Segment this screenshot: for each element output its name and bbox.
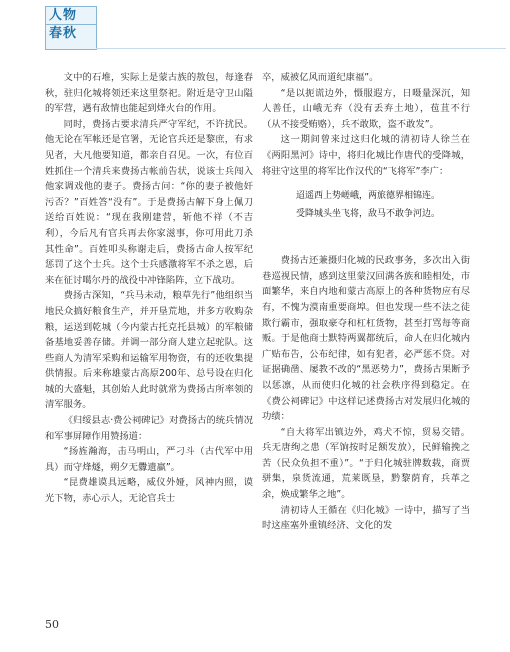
paragraph: “自大将军出镇边外，鸡犬不惊，贸易交错。兵无唐绚之患（军饷按时足额发放），民鲜输挽之苦（民众负担不重）”。“于归化城驻牌数载，商贾骈集，泉货流通，荒莱既垦，黔黎荫育，兵革之余，焕成繁华之地”。 (262, 426, 470, 501)
right-column (262, 70, 470, 534)
paragraph: 这一期间曾来过这归化城的清初诗人徐兰在《两阳黑河》诗中，将归化城比作唐代的受降城，将驻守这里的将军比作汉代的“飞将军”李广： (262, 134, 470, 177)
section-header-line1: 人物 (49, 8, 78, 23)
paragraph: 费扬古深知，“兵马未动，粮草先行”他组织当地民众搞好粮食生产，并开垦荒地，并多方收购杂粮，运送到乾城（今内蒙古托克托县城）的军粮储备基地妥善存储。并调一部分商人建立起驼队。这些商人为清军采购和运输军用物资，有的还收集提供情报。后来称雄蒙古高原200年、总号设在归化城的大盛魁，其创始人此时就常为费扬古所率领的清军服务。 (45, 290, 253, 411)
poem-line: 受降城头坐飞将，敌马不敢争河边。 (296, 209, 441, 220)
paragraph: 文中的石堆，实际上是蒙古族的敖包，每逢春秋，驻归化城将领还来这里祭祀。附近是守卫山隘的军营，遇有敌情也能起到烽火台的作用。 (45, 72, 253, 115)
poem-line: 迢遥西上势嵯峨，两旅德界相锦连。 (296, 191, 441, 202)
paragraph: 同时，费扬古要求清兵严守军纪，不许扰民。他无论在军帐还是官署，无论官兵还是黎庶，有求见者，大凡他要知道，都亲自召见。一次，有位百姓抓住一个清兵来费扬古帐前告状，说该士兵闯入他家调戏他的妻子。费扬古问：“你的妻子被他奸污否？”百姓答“没有”。于是费扬古解下身上佩刀送给百姓说：“现在我刚建营，斩他不祥（不吉利），今后凡有官兵再去你家滋事，你可用此刀杀其性命”。百姓叩头称谢走后，费扬古命人按军纪惩罚了这个士兵。这个士兵感激将军不杀之恩，后来在征讨噶尔丹的战役中冲锋陷阵，立下战功。 (45, 118, 253, 286)
paragraph: “扬旌瀚海，击马明山，严刁斗（古代军中用具）而守烽燧，朔夕无釁遗羸”。 (45, 446, 253, 473)
section-header-line2: 春秋 (46, 24, 96, 42)
paragraph: 《归绥县志·费公祠碑记》对费扬古的统兵情况和军事屏障作用赞扬道： (45, 415, 253, 442)
paragraph: 清初诗人王循在《归化城》一诗中，描写了当时这座塞外重镇经济、文化的发 (262, 504, 470, 532)
header-divider (96, 48, 506, 49)
section-header (45, 6, 97, 50)
paragraph: “昆费雄谟具远略，威仪外娅，风神内照，谟光下物，赤心示人，无论官兵士 (45, 477, 253, 505)
spacer (262, 231, 470, 253)
poem-quote (262, 187, 470, 223)
paragraph: “是以扼谎边外，慑服遐方，日嗫量深沉，知人善任，山峨无弃（没有丢弃土地），苞苴不行（从不接受贿赂），兵不敢欺，盗不敢发”。 (262, 87, 470, 130)
paragraph: 费扬古还兼摄归化城的民政事务，多次出入街巷巡视民情，感到这里蒙汉回满各族和睦相处，市面繁华，来自内地和蒙古高原上的各种货物应有尽有，不愧为漠南重要商埠。但也发现一些不法之徒欺行霸市，强取豪夺和杠杠货物，甚至打骂每等商贩。于是他商士默特两翼都统后，命人在归化城内广贴布告，公布纪律，如有犯者，必严惩不贷。对证据确凿、屡教不改的“黑恶势力”，费扬古果断予以惩凛，从而使归化城的社会秩序得到稳定。在《费公祠碑记》中这样记述费扬古对发展归化城的功绩： (262, 255, 470, 423)
page-number: 50 (45, 618, 59, 631)
left-column (45, 70, 253, 507)
paragraph: 卒，威被亿风而道纪康福”。 (262, 72, 379, 83)
